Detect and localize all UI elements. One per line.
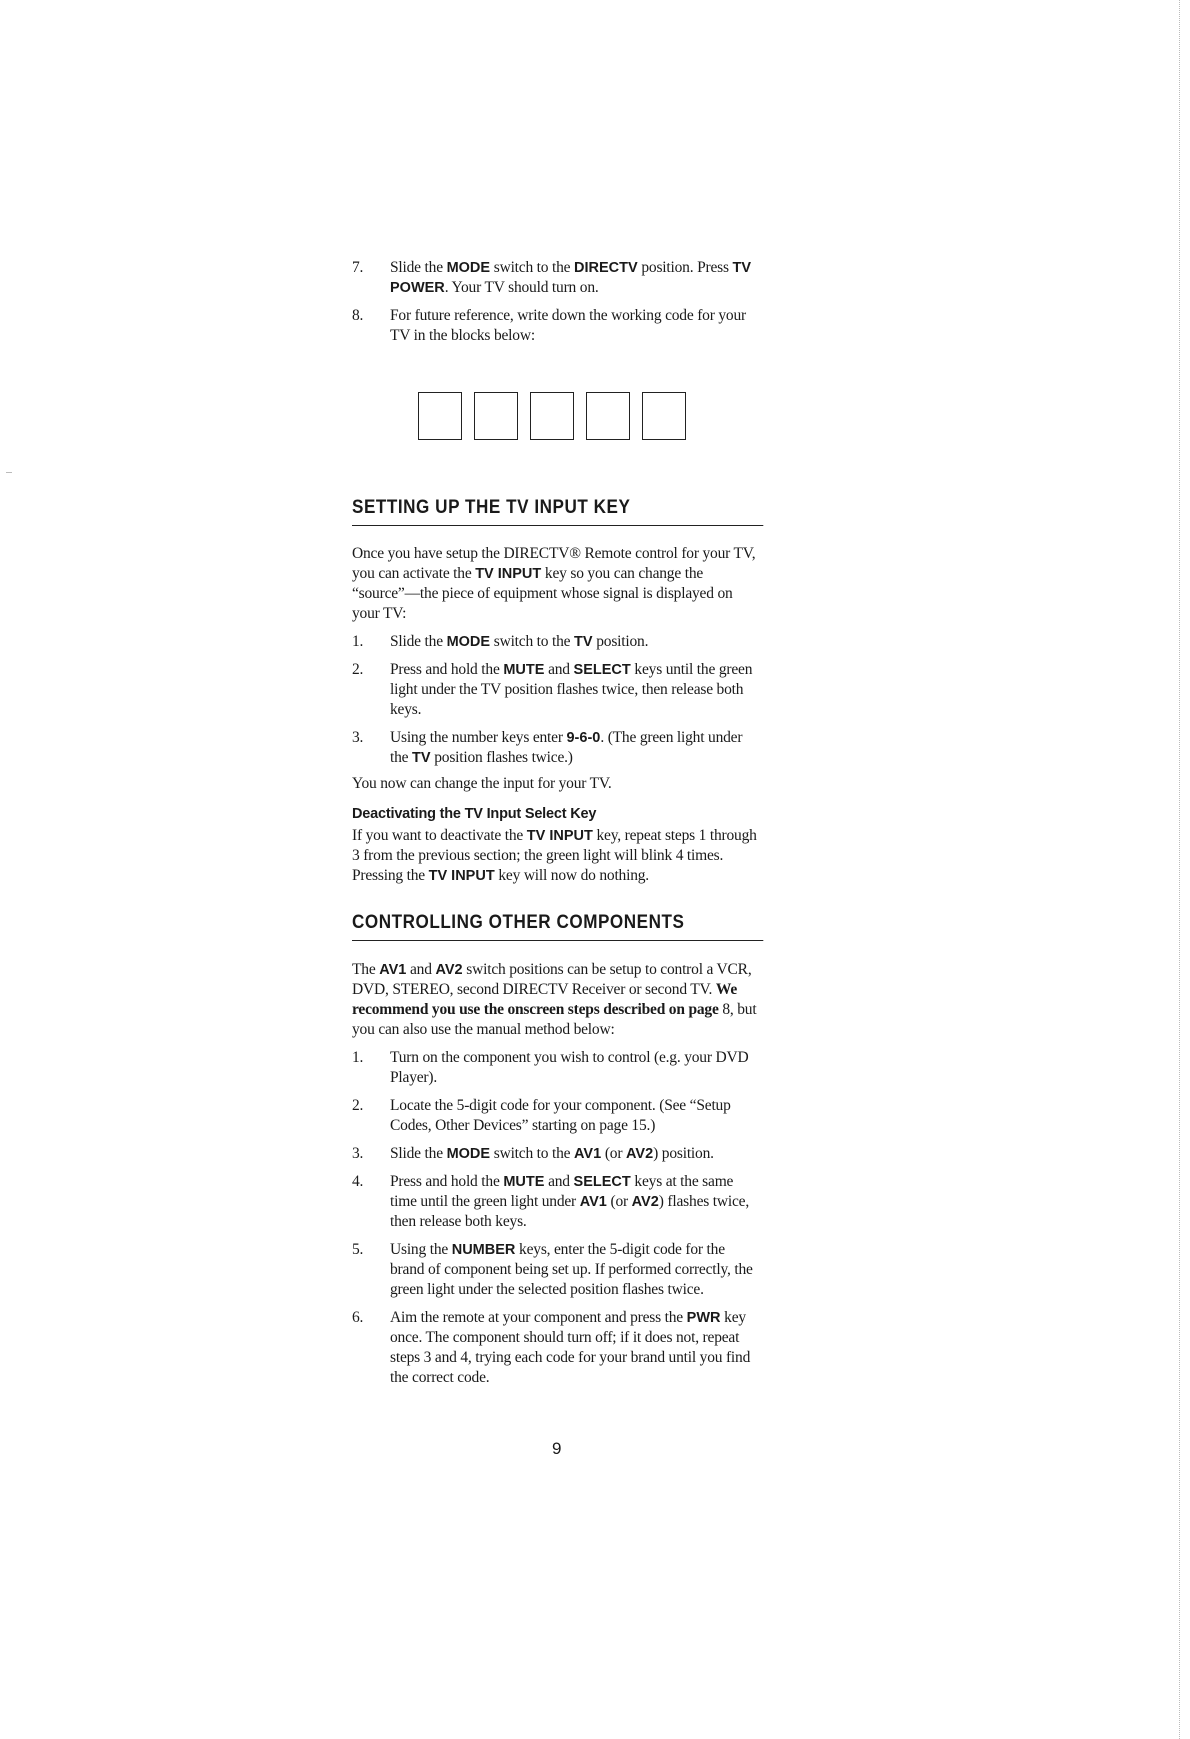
- list-item: 7. Slide the MODE switch to the DIRECTV position. Press TV POWER. Your TV should turn on.: [352, 259, 751, 296]
- list-item: 1. Turn on the component you wish to control (e.g. your DVD Player).: [352, 1049, 749, 1086]
- list-item: 8. For future reference, write down the working code for your TV in the blocks below:: [352, 307, 746, 344]
- list-item: 6. Aim the remote at your component and press the PWR key once. The component should turn off; if it does not, repeat steps 3 and 4, trying each code for your brand until you find the correct code.: [352, 1309, 751, 1386]
- code-box: [586, 392, 630, 440]
- list-item: 1. Slide the MODE switch to the TV position.: [352, 633, 649, 650]
- list-item: 3. Using the number keys enter 9-6-0. (The green light under the TV position flashes twice.): [352, 729, 743, 766]
- code-entry-boxes: [418, 392, 686, 440]
- intro-paragraph: Once you have setup the DIRECTV® Remote control for your TV, you can activate the TV INPUT key so you can change the “source”—the piece of equipment whose signal is displayed on your TV:: [352, 545, 756, 622]
- list-item: 5. Using the NUMBER keys, enter the 5-digit code for the brand of component being set up. If performed correctly, the green light under the selected position flashes twice.: [352, 1241, 753, 1298]
- list-item: 3. Slide the MODE switch to the AV1 (or AV2) position.: [352, 1145, 714, 1162]
- code-box: [642, 392, 686, 440]
- page-number: 9: [552, 1439, 562, 1458]
- other-components-body: [352, 960, 762, 1396]
- section-heading: SETTING UP THE TV INPUT KEY: [352, 497, 764, 526]
- scan-margin-mark: [6, 472, 12, 473]
- list-item: 4. Press and hold the MUTE and SELECT keys at the same time until the green light under AV1 (or AV2) flashes twice, then release both keys.: [352, 1173, 749, 1230]
- code-box: [530, 392, 574, 440]
- after-text: You now can change the input for your TV.: [352, 775, 612, 792]
- list-item: 2. Locate the 5-digit code for your component. (See “Setup Codes, Other Devices” starting on page 15.): [352, 1097, 731, 1134]
- tv-input-section: [352, 497, 764, 526]
- code-box: [418, 392, 462, 440]
- section-heading: CONTROLLING OTHER COMPONENTS: [352, 912, 764, 941]
- list-item: 2. Press and hold the MUTE and SELECT keys until the green light under the TV position flashes twice, then release both keys.: [352, 661, 753, 718]
- tv-input-body: [352, 544, 762, 886]
- deactivate-paragraph: If you want to deactivate the TV INPUT key, repeat steps 1 through 3 from the previous section; the green light will blink 4 times. Pressing the TV INPUT key will now do nothing.: [352, 827, 757, 884]
- code-box: [474, 392, 518, 440]
- other-components-section: [352, 912, 764, 941]
- tv-code-steps: [352, 258, 762, 354]
- subsection-heading: Deactivating the TV Input Select Key: [352, 806, 597, 822]
- scan-edge-line: [1178, 0, 1180, 1739]
- intro-paragraph: The AV1 and AV2 switch positions can be setup to control a VCR, DVD, STEREO, second DIRECTV Receiver or second TV. We recommend you use the onscreen steps described on page 8, but you can also use the manual method below:: [352, 961, 757, 1038]
